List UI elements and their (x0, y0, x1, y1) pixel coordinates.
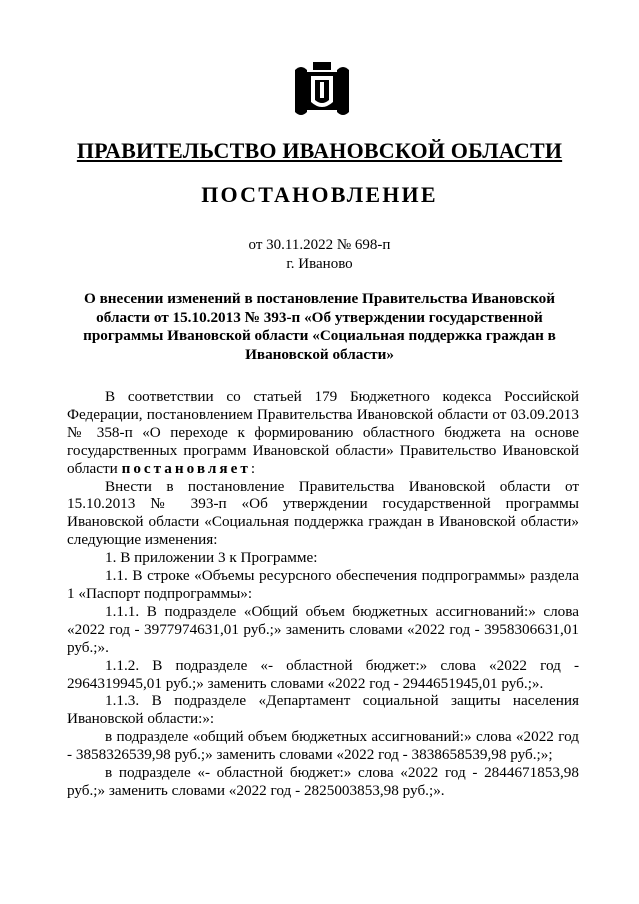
date-number: от 30.11.2022 № 698-п (248, 237, 391, 253)
punctuation: : (250, 459, 256, 477)
paragraph: 1.1.3. В подразделе «Департамент социальной защиты населения Ивановской области:»: (67, 692, 579, 728)
paragraph: в подразделе «общий объем бюджетных ассигнований:» слова «2022 год - 3858326539,98 руб.;» заменить словами «2022 год - 3838658539,98 руб.;»; (67, 728, 579, 764)
city: г. Иваново (286, 256, 353, 272)
paragraph: Внести в постановление Правительства Ивановской области от 15.10.2013 № 393-п «Об утверждении государственной программы Ивановской области «Социальная поддержка граждан в Ивановской области» следующие изменения: (67, 477, 579, 549)
document-title: О внесении изменений в постановление Правительства Ивановской области от 15.10.2013 № 393-п «Об утверждении государственной программы Ивановской области «Социальная поддержка граждан в Ивановской области» (83, 290, 556, 363)
paragraph: 1. В приложении 3 к Программе: (105, 549, 318, 567)
paragraph (67, 388, 579, 478)
government-name: ПРАВИТЕЛЬСТВО ИВАНОВСКОЙ ОБЛАСТИ (76, 138, 563, 163)
decree-word: постановляет (121, 459, 251, 477)
paragraph-text: В соответствии со статьей 179 Бюджетного кодекса Российской Федерации, постановлением Правительства Ивановской области от 03.09.2013 № 358-п «О переходе к формированию областного бюджета на основе государственных программ Ивановской области» Правительство Ивановской области (67, 388, 579, 477)
document-body (67, 388, 579, 800)
paragraph: 1.1. В строке «Объемы ресурсного обеспечения подпрограммы» раздела 1 «Паспорт подпрограммы»: (67, 567, 579, 602)
paragraph: в подразделе «- областной бюджет:» слова «2022 год - 2844671853,98 руб.;» заменить словами «2022 год - 2825003853,98 руб.;». (67, 764, 579, 799)
paragraph: 1.1.1. В подразделе «Общий объем бюджетных ассигнований:» слова «2022 год - 3977974631,01 руб.;» заменить словами «2022 год - 3958306631,01 руб.;». (67, 602, 579, 656)
document-type: ПОСТАНОВЛЕНИЕ (201, 182, 438, 207)
coat-of-arms-icon (293, 62, 351, 120)
paragraph: 1.1.2. В подразделе «- областной бюджет:» слова «2022 год - 2964319945,01 руб.;» заменить словами «2022 год - 2944651945,01 руб.;». (67, 656, 579, 692)
